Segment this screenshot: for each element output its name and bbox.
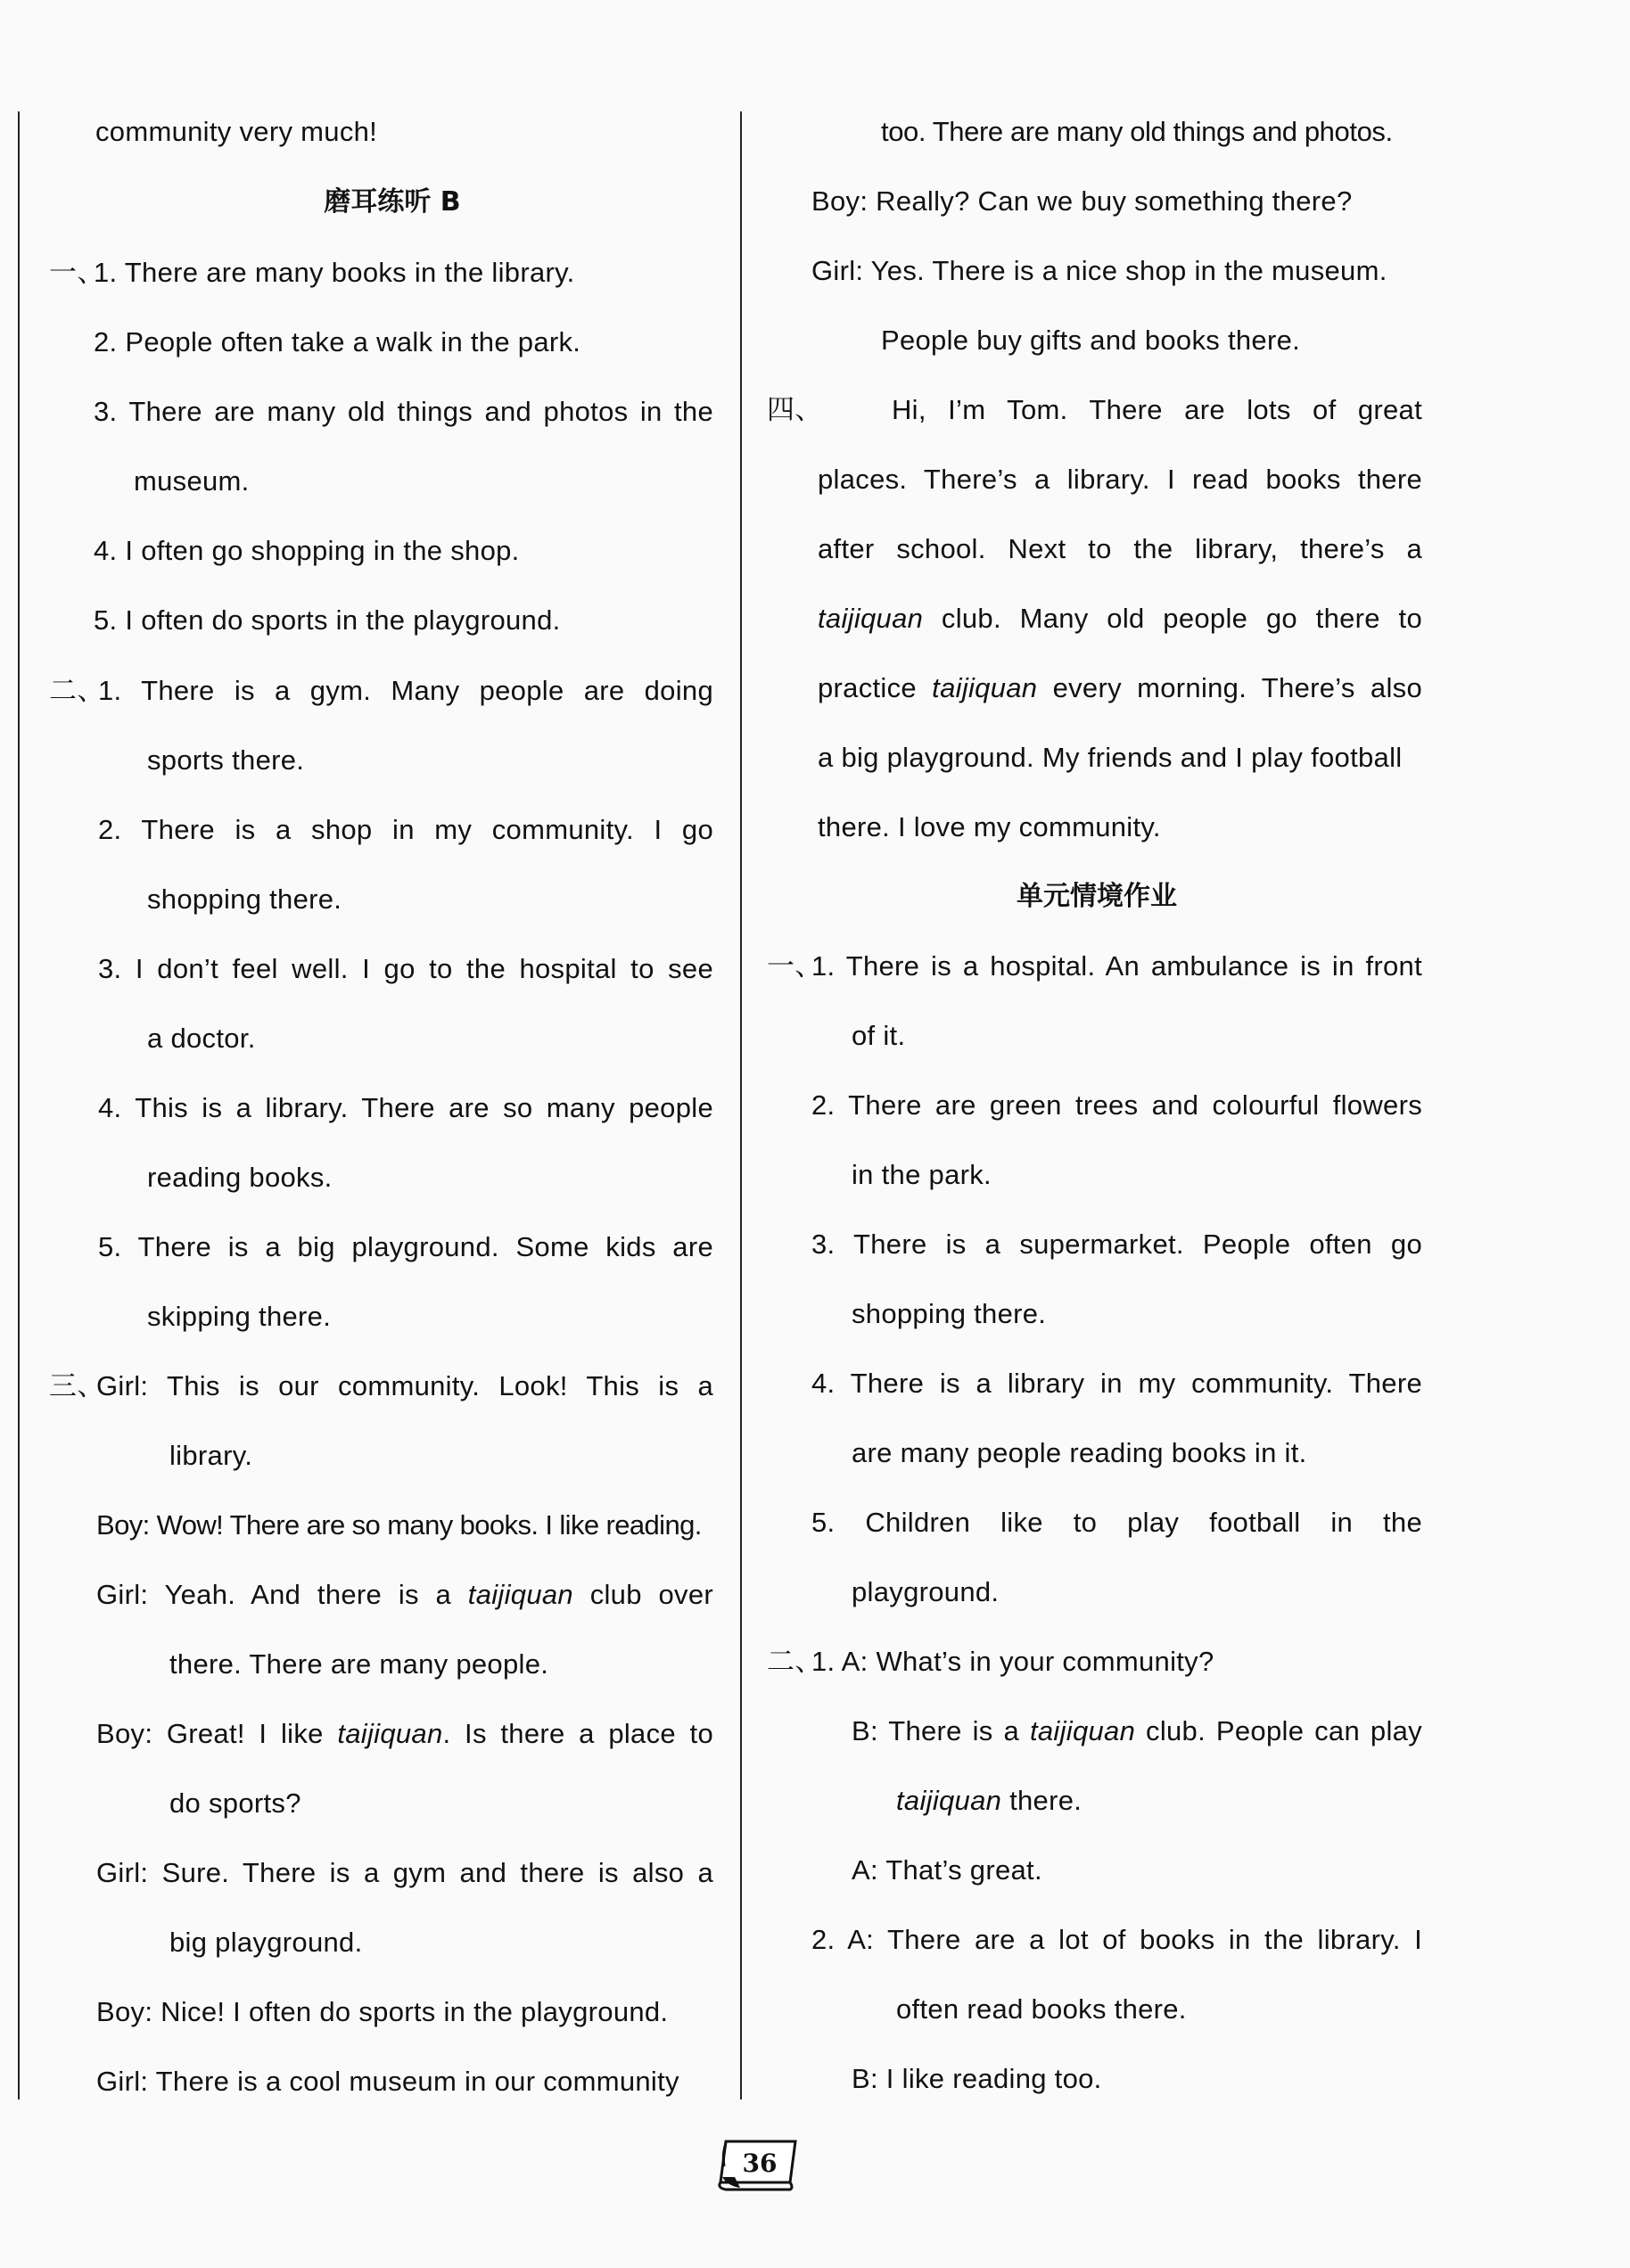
text-line	[96, 1716, 713, 1752]
section-marker: 二、	[767, 1646, 823, 1678]
italic-term: taijiquan	[932, 672, 1038, 703]
text-line: 2. There are green trees and colourful flowers	[811, 1089, 1422, 1121]
text-line: Girl: This is our community. Look! This is a	[96, 1370, 713, 1401]
text-segment: club. Many old people go there to	[923, 603, 1422, 634]
left-margin-rule	[18, 111, 20, 2100]
section-heading: 磨耳练听 B	[324, 186, 461, 218]
text-line: after school. Next to the library, there’s a	[818, 533, 1422, 564]
text-line: places. There’s a library. I read books there	[818, 464, 1422, 495]
text-line: 4. There is a library in my community. There	[811, 1368, 1422, 1399]
section-heading: 单元情境作业	[1017, 881, 1177, 912]
text-line: shopping there.	[852, 1298, 1047, 1329]
text-line: library.	[169, 1440, 253, 1471]
text-segment: practice	[818, 672, 933, 703]
text-line: 5. I often do sports in the playground.	[94, 604, 561, 636]
text-line: Girl: There is a cool museum in our community	[96, 2066, 679, 2097]
text-line: People buy gifts and books there.	[881, 325, 1301, 356]
text-line: in the park.	[852, 1159, 992, 1190]
text-line	[818, 670, 1422, 706]
text-line: 2. People often take a walk in the park.	[94, 326, 581, 357]
text-line: 1. There is a gym. Many people are doing	[98, 675, 713, 706]
italic-term: taijiquan	[818, 603, 924, 634]
text-line: community very much!	[95, 116, 378, 147]
text-line: there. There are many people.	[169, 1648, 549, 1680]
text-line: 1. A: What’s in your community?	[811, 1646, 1214, 1677]
text-line: 4. This is a library. There are so many people	[98, 1092, 713, 1123]
text-line: 1. There is a hospital. An ambulance is in front	[811, 950, 1422, 982]
text-segment: club. People can play	[1135, 1715, 1422, 1746]
section-marker: 一、	[767, 950, 823, 982]
text-segment: every morning. There’s also	[1037, 672, 1422, 703]
text-line: 4. I often go shopping in the shop.	[94, 535, 520, 566]
text-line: shopping there.	[147, 883, 342, 915]
text-line: 5. There is a big playground. Some kids are	[98, 1231, 713, 1262]
section-marker: 一、	[49, 257, 105, 289]
italic-term: taijiquan	[337, 1718, 443, 1749]
text-line: 5. Children like to play football in the	[811, 1507, 1422, 1538]
page-number-badge	[713, 2136, 803, 2193]
section-marker: 四、	[767, 394, 823, 426]
text-line: 3. There is a supermarket. People often go	[811, 1228, 1422, 1260]
column-divider	[740, 111, 742, 2100]
text-line: playground.	[852, 1576, 1000, 1607]
italic-term: taijiquan	[1029, 1715, 1136, 1746]
text-line: Girl: Yes. There is a nice shop in the museum.	[811, 255, 1387, 286]
text-line: 3. I don’t feel well. I go to the hospital to see	[98, 953, 713, 984]
page-number: 36	[742, 2149, 778, 2178]
text-line: reading books.	[147, 1162, 333, 1193]
text-segment: Boy: Great! I like	[96, 1718, 338, 1749]
text-segment: B: There is a	[852, 1715, 1030, 1746]
book-icon	[713, 2136, 803, 2193]
text-line	[96, 1577, 713, 1613]
text-line: are many people reading books in it.	[852, 1437, 1307, 1468]
text-line: a doctor.	[147, 1023, 256, 1054]
section-marker: 三、	[49, 1370, 105, 1402]
text-segment: there.	[1001, 1785, 1083, 1816]
text-line: museum.	[134, 465, 250, 497]
section-marker: 二、	[49, 675, 105, 707]
text-line: big playground.	[169, 1927, 363, 1958]
text-line	[852, 1713, 1422, 1749]
text-line	[896, 1783, 1082, 1819]
text-line: of it.	[852, 1020, 906, 1051]
italic-term: taijiquan	[467, 1579, 573, 1610]
text-segment: club over	[572, 1579, 713, 1610]
text-line: B: I like reading too.	[852, 2063, 1102, 2094]
text-line: Girl: Sure. There is a gym and there is also a	[96, 1857, 713, 1888]
text-line: do sports?	[169, 1787, 301, 1819]
text-line: A: That’s great.	[852, 1854, 1042, 1886]
text-line: Boy: Wow! There are so many books. I like reading.	[96, 1509, 702, 1541]
text-line: skipping there.	[147, 1301, 332, 1332]
text-line	[818, 601, 1422, 637]
text-line: Boy: Nice! I often do sports in the playground.	[96, 1996, 669, 2027]
text-line: too. There are many old things and photos.	[881, 116, 1393, 147]
text-line: there. I love my community.	[818, 811, 1161, 842]
italic-term: taijiquan	[896, 1785, 1002, 1816]
text-line: 2. A: There are a lot of books in the library. I	[811, 1924, 1422, 1955]
text-line: a big playground. My friends and I play football	[818, 742, 1403, 773]
text-line: Boy: Really? Can we buy something there?	[811, 185, 1353, 217]
text-line: sports there.	[147, 744, 305, 776]
text-line: Hi, I’m Tom. There are lots of great	[892, 394, 1422, 425]
text-segment: Girl: Yeah. And there is a	[96, 1579, 468, 1610]
text-line: 2. There is a shop in my community. I go	[98, 814, 713, 845]
text-line: 1. There are many books in the library.	[94, 257, 575, 288]
text-segment: . Is there a place to	[442, 1718, 714, 1749]
text-line: often read books there.	[896, 1993, 1187, 2025]
text-line: 3. There are many old things and photos in the	[94, 396, 713, 427]
